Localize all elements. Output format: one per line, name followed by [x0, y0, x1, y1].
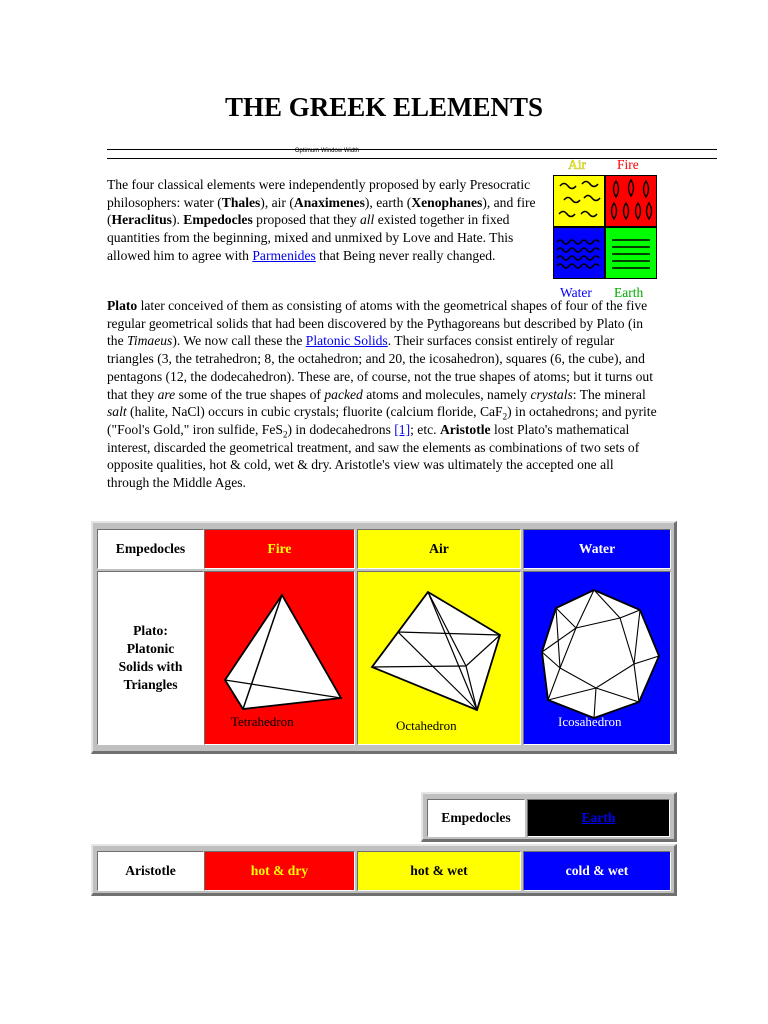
water-header-cell: Water [523, 529, 671, 569]
earth-header-cell [527, 799, 670, 837]
xenophanes-name: Xenophanes [411, 194, 483, 210]
platonic-solids-link[interactable]: Platonic Solids [305, 333, 388, 349]
hot-wet-cell: hot & wet [357, 851, 521, 891]
four-elements-emblem [551, 157, 661, 303]
tetrahedron-cell [204, 571, 355, 745]
earth-table [421, 792, 677, 842]
platonic-solids-table [91, 521, 677, 754]
plato-paragraph: Plato later conceived of them as consisting of atoms with the geometrical shapes of four of the five regular geometrical solids that had been discovered by the Pythagoreans but described by Plato (in the Timaeus). We now call these the Platonic Solids. Their surfaces consist entirely of regular triangles (3, the tetrahedron; 8, the octahedron; and 20, the icosahedron), squares (6, the cube), and pentagons (12, the dodecahedron). These are, of course, not the true shapes of atoms; but it turns out that they are some of the true shapes of packed atoms and molecules, namely crystals: The mineral salt (halite, NaCl) occurs in cubic crystals; fluorite (calcium floride, CaF$_2$) in octahedrons; and pyrite ("Fool's Gold," iron sulfide, FeS$_2$) in dodecahedrons [1]; etc. Aristotle lost Plato's mathematical interest, discarded the geometrical treatment, and saw the elements as combinations of two sets of opposite qualities, hot & cold, wet & dry. Aristotle's view was ultimately the accepted one all through the Middle Ages. [107, 298, 657, 491]
window-width-label: Optimum Window Width [294, 148, 360, 154]
empedocles-header-cell: Empedocles [97, 529, 204, 569]
strata-icon [606, 228, 656, 278]
hot-dry-cell: hot & dry [204, 851, 355, 891]
plato-name: Plato [107, 298, 138, 313]
aristotle-name: Aristotle [439, 421, 491, 437]
plato-row-label: Plato: Platonic Solids with Triangles [97, 571, 204, 745]
aristotle-label-cell: Aristotle [97, 851, 204, 891]
octahedron-caption: Octahedron [396, 718, 457, 733]
anaximenes-name: Anaximenes [293, 194, 365, 210]
parmenides-link[interactable]: Parmenides [252, 247, 316, 263]
flame-icon [606, 176, 656, 226]
thales-name: Thales [221, 194, 261, 210]
reference-link[interactable]: [1] [394, 421, 411, 437]
emblem-air-label: Air [568, 157, 586, 172]
earth-link[interactable]: Earth [581, 810, 616, 825]
air-swirl-icon [554, 176, 604, 226]
emblem-earth-label: Earth [614, 285, 644, 300]
emblem-fire-label: Fire [617, 157, 639, 172]
emblem-water-label: Water [560, 285, 592, 300]
water-quadrant [553, 227, 605, 279]
earth-quadrant [605, 227, 657, 279]
octahedron-cell [357, 571, 521, 745]
aristotle-table [91, 844, 677, 896]
wave-icon [554, 228, 604, 278]
heraclitus-name: Heraclitus [111, 212, 172, 228]
fire-quadrant [605, 175, 657, 227]
icosahedron-cell [523, 571, 671, 745]
air-quadrant [553, 175, 605, 227]
icosahedron-caption: Icosahedron [558, 714, 622, 729]
empedocles-name: Empedocles [183, 212, 253, 228]
cold-wet-cell: cold & wet [523, 851, 671, 891]
tetrahedron-caption: Tetrahedron [231, 714, 294, 729]
empedocles-earth-label: Empedocles [427, 799, 525, 837]
intro-paragraph: The four classical elements were independently proposed by early Presocratic philosophers: water (Thales), air (Anaximenes), earth (Xenophanes), and fire (Heraclitus). Empedocles proposed that they all existed together in fixed quantities from the beginning, mixed and unmixed by Love and Hate. This allowed him to agree with Parmenides that Being never really changed. [107, 177, 536, 263]
air-header-cell: Air [357, 529, 521, 569]
fire-header-cell: Fire [204, 529, 355, 569]
page-title: THE GREEK ELEMENTS [224, 92, 544, 122]
